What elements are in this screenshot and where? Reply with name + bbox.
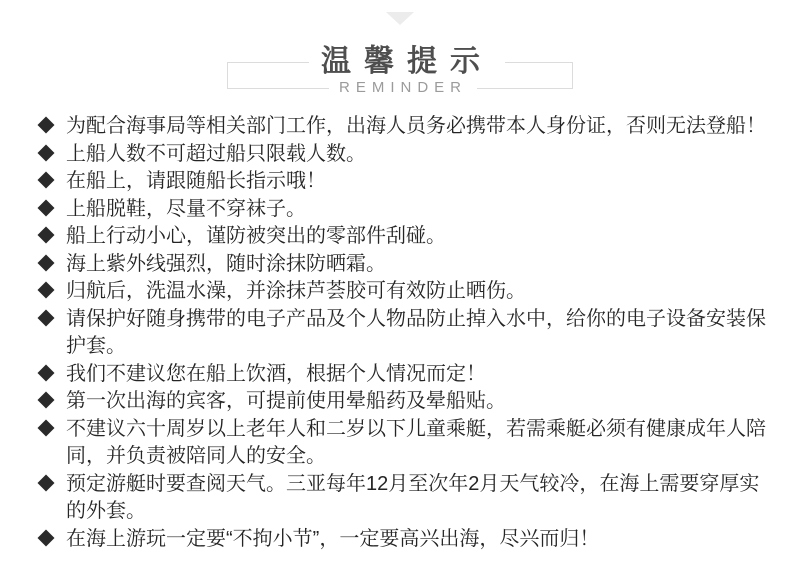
tips-list [38, 113, 776, 553]
tip-text: 在船上，请跟随船长指示哦！ [66, 170, 326, 192]
tip-text: 预定游艇时要查阅天气。三亚每年12月至次年2月天气较冷，在海上需要穿厚实的外套。 [66, 472, 760, 522]
tip-item [38, 526, 776, 554]
tip-text: 上船人数不可超过船只限载人数。 [66, 142, 366, 165]
tip-item [38, 223, 776, 251]
diamond-bullet-icon [38, 309, 55, 326]
diamond-bullet-icon [38, 474, 55, 491]
diamond-bullet-icon [38, 117, 55, 134]
tip-item [38, 251, 776, 279]
diamond-bullet-icon [38, 199, 55, 216]
triangle-down-icon [386, 12, 414, 25]
tip-text: 上船脱鞋，尽量不穿袜子。 [66, 197, 306, 220]
diamond-bullet-icon [38, 282, 55, 299]
tip-text: 在海上游玩一定要“不拘小节”，一定要高兴出海，尽兴而归！ [66, 527, 600, 550]
tip-item [38, 471, 776, 526]
tip-item [38, 278, 776, 306]
tip-item [38, 113, 776, 141]
diamond-bullet-icon [38, 364, 55, 381]
tip-item [38, 361, 776, 389]
diamond-bullet-icon [38, 254, 55, 271]
tip-text: 归航后，洗温水澡，并涂抹芦荟胶可有效防止晒伤。 [66, 280, 526, 302]
tip-text: 不建议六十周岁以上老年人和二岁以下儿童乘艇，若需乘艇必须有健康成年人陪同，并负责被陪同人的安全。 [66, 417, 766, 467]
tip-item [38, 306, 776, 361]
tip-text: 我们不建议您在船上饮酒，根据个人情况而定！ [66, 362, 486, 385]
tip-text: 第一次出海的宾客，可提前使用晕船药及晕船贴。 [66, 390, 506, 412]
tip-text: 为配合海事局等相关部门工作，出海人员务必携带本人身份证，否则无法登船！ [66, 115, 766, 137]
diamond-bullet-icon [38, 172, 55, 189]
page-title: 温馨提示 [309, 46, 505, 78]
diamond-bullet-icon [38, 419, 55, 436]
tip-item [38, 388, 776, 416]
tip-item [38, 141, 776, 169]
tip-item [38, 196, 776, 224]
tip-item [38, 168, 776, 196]
diamond-bullet-icon [38, 227, 55, 244]
tip-text: 船上行动小心，谨防被突出的零部件刮碰。 [66, 225, 446, 247]
tip-item [38, 416, 776, 471]
page-subtitle: REMINDER [329, 80, 477, 96]
tip-text: 请保护好随身携带的电子产品及个人物品防止掉入水中，给你的电子设备安装保护套。 [66, 307, 766, 357]
header-frame [227, 45, 573, 96]
tip-text: 海上紫外线强烈，随时涂抹防晒霜。 [66, 252, 386, 275]
diamond-bullet-icon [38, 392, 55, 409]
diamond-bullet-icon [38, 529, 55, 546]
diamond-bullet-icon [38, 144, 55, 161]
